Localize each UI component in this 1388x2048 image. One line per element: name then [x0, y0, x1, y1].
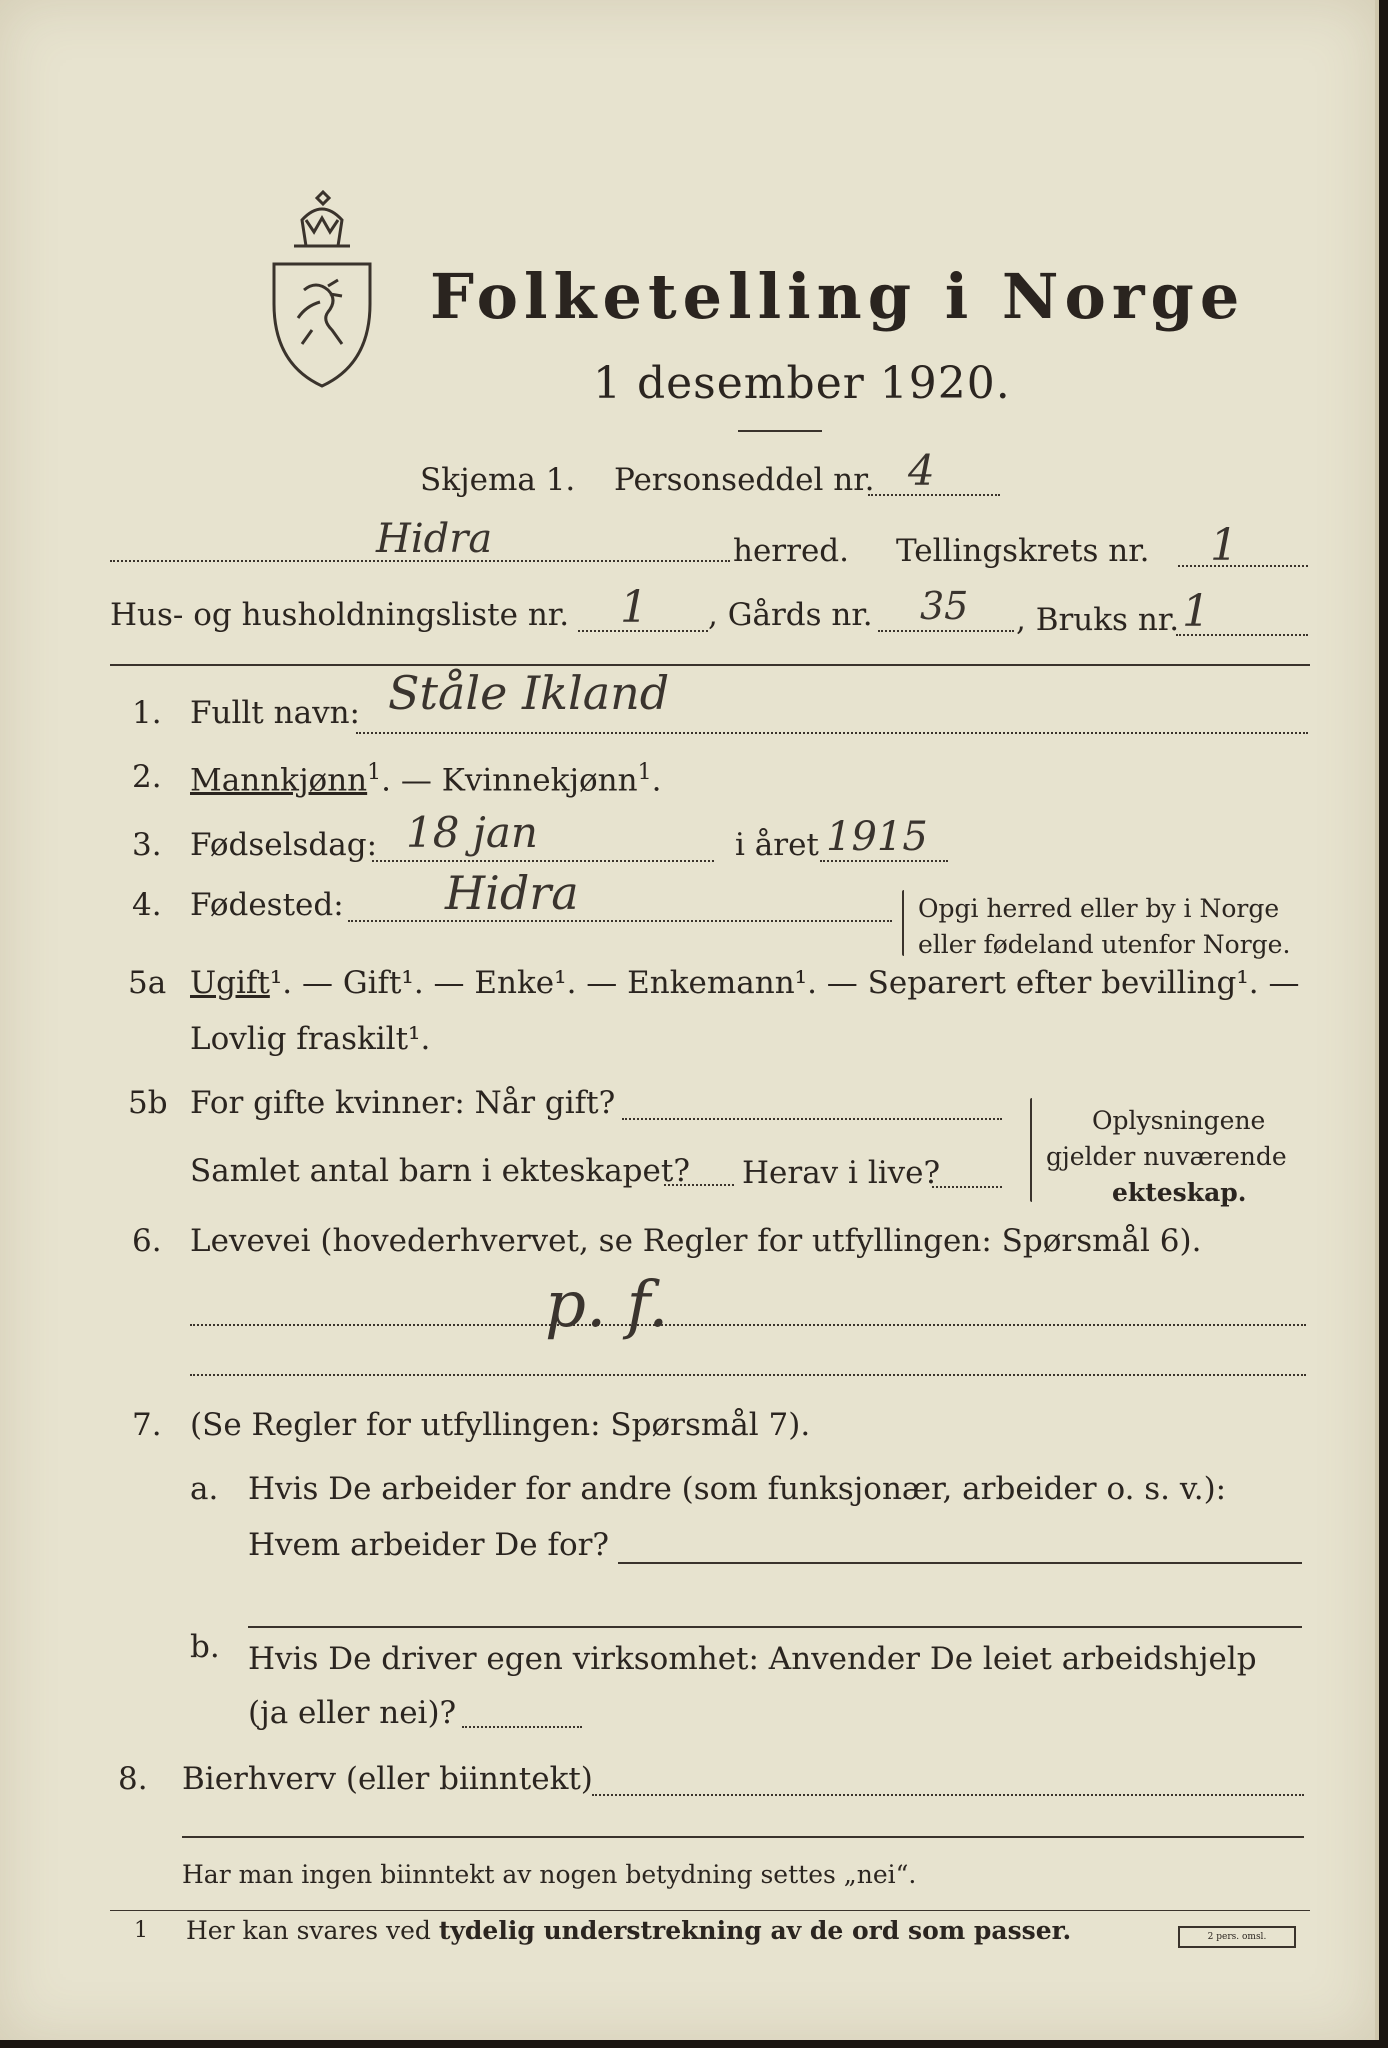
q7-label: (Se Regler for utfyllingen: Spørsmål 7).	[190, 1407, 811, 1443]
q7b-label-line2: (ja eller nei)?	[248, 1695, 457, 1731]
publisher-stamp: 2 pers. omsl.	[1178, 1926, 1296, 1948]
q7b-field[interactable]	[462, 1726, 582, 1728]
coat-of-arms-icon	[262, 190, 382, 390]
q3-field[interactable]	[372, 860, 714, 862]
q7a-number: a.	[190, 1471, 219, 1507]
q5b-alive-label: Herav i live?	[742, 1155, 941, 1191]
footnote-text-plain: Her kan svares ved	[186, 1916, 439, 1945]
q5a-other-options[interactable]: ¹. — Gift¹. — Enke¹. — Enkemann¹. — Separert efter bevilling¹. —	[269, 965, 1300, 1001]
q6-field-line2[interactable]	[190, 1374, 1306, 1376]
q8-field[interactable]	[592, 1794, 1304, 1796]
q5b-note-line1: Oplysningene	[1092, 1106, 1266, 1135]
q4-note-brace	[902, 890, 904, 956]
q4-value: Hidra	[445, 866, 579, 920]
footnote-text	[186, 1918, 1071, 1943]
tellingskrets-value: 1	[1210, 520, 1238, 571]
form-title: Folketelling i Norge	[430, 260, 1246, 333]
q5a-ugift-option[interactable]: Ugift	[190, 965, 270, 1001]
q6-field-line1[interactable]	[190, 1324, 1306, 1326]
tellingskrets-label: Tellingskrets nr.	[896, 533, 1150, 569]
gards-value: 35	[920, 584, 969, 628]
q8-label: Bierhverv (eller biinntekt)	[182, 1761, 593, 1797]
q5a-fraskilt-option[interactable]: Lovlig fraskilt¹.	[190, 1021, 431, 1057]
q6-value: p. f.	[545, 1268, 669, 1342]
q7a-label-line2: Hvem arbeider De for?	[248, 1527, 610, 1563]
q3-year-value: 1915	[826, 814, 928, 860]
q3-year-label: i året	[735, 827, 819, 863]
q3-label: Fødselsdag:	[190, 827, 378, 863]
q5b-children-label: Samlet antal barn i ekteskapet?	[190, 1153, 690, 1189]
q8-rule	[182, 1836, 1304, 1838]
q7b-number: b.	[190, 1629, 220, 1665]
footnote-mark: 1	[134, 1918, 148, 1943]
q2-footnote-mark: 1	[367, 760, 382, 785]
footnote-text-bold: tydelig understrekning av de ord som passer.	[438, 1916, 1072, 1945]
gards-label: , Gårds nr.	[708, 597, 873, 633]
q1-field[interactable]	[356, 732, 1308, 734]
q5b-children-field[interactable]	[664, 1184, 734, 1186]
q2-end: .	[651, 762, 662, 799]
q7b-label-line1: Hvis De driver egen virksomhet: Anvender De leiet arbeidshjelp	[248, 1641, 1257, 1677]
header-divider	[110, 664, 1310, 666]
bruks-label: , Bruks nr.	[1016, 602, 1180, 638]
personseddel-label: Personseddel nr.	[614, 462, 875, 498]
gards-field[interactable]	[878, 630, 1014, 632]
q6-label: Levevei (hovederhvervet, se Regler for utfyllingen: Spørsmål 6).	[190, 1223, 1202, 1259]
q2-female-option[interactable]: . — Kvinnekjønn	[381, 762, 638, 799]
q1-number: 1.	[132, 695, 162, 731]
q5b-note-line2: gjelder nuværende	[1046, 1142, 1287, 1171]
q5b-note-line3: ekteskap.	[1112, 1178, 1247, 1207]
skjema-label: Skjema 1.	[420, 462, 576, 498]
personseddel-value: 4	[908, 446, 935, 495]
q7-number: 7.	[132, 1407, 162, 1443]
q1-label: Fullt navn:	[190, 695, 360, 731]
herred-label: herred.	[733, 533, 849, 569]
q2-number: 2.	[132, 759, 162, 795]
herred-value: Hidra	[376, 516, 493, 562]
q5b-number: 5b	[128, 1085, 168, 1121]
q1-value: Ståle Ikland	[388, 666, 670, 720]
q3-value: 18 jan	[406, 808, 538, 857]
q7a-field-line1[interactable]	[618, 1562, 1302, 1564]
tellingskrets-field[interactable]	[1178, 565, 1308, 567]
census-date: 1 desember 1920.	[593, 358, 1011, 409]
q2-footnote-mark-2: 1	[637, 760, 652, 785]
q3-year-field[interactable]	[820, 860, 948, 862]
q7a-label-line1: Hvis De arbeider for andre (som funksjonær, arbeider o. s. v.):	[248, 1471, 1227, 1507]
q5a-number: 5a	[128, 965, 167, 1001]
q8-number: 8.	[118, 1761, 148, 1797]
q4-note-line1: Opgi herred eller by i Norge	[918, 894, 1280, 923]
footnote-rule	[110, 1910, 1310, 1911]
q7a-field-line2[interactable]	[248, 1626, 1302, 1628]
q4-field[interactable]	[348, 920, 892, 922]
q4-label: Fødested:	[190, 887, 344, 923]
q8-note: Har man ingen biinntekt av nogen betydning settes „nei“.	[182, 1860, 917, 1889]
q5b-alive-field[interactable]	[932, 1186, 1002, 1188]
q5b-married-field[interactable]	[622, 1118, 1002, 1120]
q2-male-option[interactable]: Mannkjønn	[190, 762, 368, 799]
q6-number: 6.	[132, 1223, 162, 1259]
q2-options	[190, 760, 662, 799]
q5b-note-brace	[1030, 1098, 1032, 1202]
q5b-married-label: For gifte kvinner: Når gift?	[190, 1085, 616, 1121]
q3-number: 3.	[132, 827, 162, 863]
q5a-options	[190, 965, 1300, 1001]
hus-value: 1	[620, 582, 648, 633]
q4-number: 4.	[132, 887, 162, 923]
title-rule	[738, 430, 822, 432]
q4-note-line2: eller fødeland utenfor Norge.	[918, 930, 1291, 959]
bruks-value: 1	[1182, 586, 1210, 637]
hus-label: Hus- og husholdningsliste nr.	[110, 597, 570, 633]
